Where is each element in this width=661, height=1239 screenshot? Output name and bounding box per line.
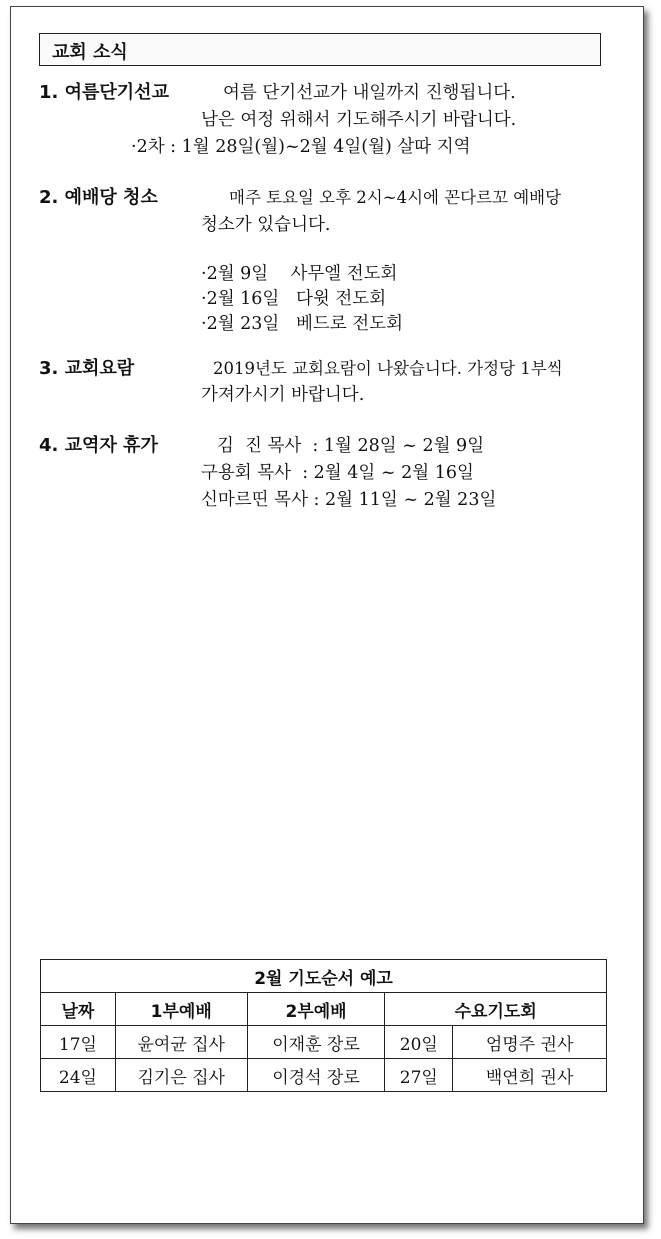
item-1-line-1: 여름 단기선교가 내일까지 진행됩니다.: [223, 83, 516, 103]
table-cell: 백연희 권사: [453, 1059, 607, 1092]
item-1-title: 1. 여름단기선교: [39, 82, 169, 103]
item-4-title: 4. 교역자 휴가: [39, 435, 158, 456]
section-title: 교회 소식: [52, 42, 128, 63]
table-cell: 24일: [41, 1059, 116, 1092]
item-1-line-3: ·2차 : 1월 28일(월)~2월 4일(월) 살따 지역: [131, 137, 471, 157]
table-header-first-service: 1부예배: [115, 993, 247, 1026]
item-2-line-2: 청소가 있습니다.: [201, 215, 331, 235]
table-cell: 김기은 집사: [115, 1059, 247, 1092]
item-4-line-1: 김 진 목사 : 1월 28일 ~ 2월 9일: [217, 436, 485, 456]
item-2-title: 2. 예배당 청소: [39, 187, 158, 208]
item-3-line-1: 2019년도 교회요람이 나왔습니다. 가정당 1부씩: [213, 359, 563, 378]
item-4-line-3: 신마르띤 목사 : 2월 11일 ~ 2월 23일: [201, 490, 497, 510]
table-cell: 윤여균 집사: [115, 1026, 247, 1059]
table-cell: 20일: [385, 1026, 453, 1059]
item-3-line-2: 가져가시기 바랍니다.: [201, 385, 365, 405]
prayer-schedule-table: [40, 959, 607, 1092]
table-header-second-service: 2부예배: [247, 993, 385, 1026]
item-2-line-5: ·2월 23일 베드로 전도회: [201, 314, 404, 334]
item-1-line-2: 남은 여정 위해서 기도해주시기 바랍니다.: [201, 110, 517, 130]
table-cell: 엄명주 권사: [453, 1026, 607, 1059]
table-row: [41, 1059, 607, 1092]
item-3-title: 3. 교회요람: [39, 358, 135, 379]
table-header-date: 날짜: [41, 993, 116, 1026]
table-row: [41, 1026, 607, 1059]
item-2-line-4: ·2월 16일 다윗 전도회: [201, 289, 387, 309]
item-2-line-1: 매주 토요일 오후 2시~4시에 꼰다르꼬 예배당: [229, 188, 562, 207]
table-title: 2월 기도순서 예고: [41, 960, 607, 993]
item-4-line-2: 구용회 목사 : 2월 4일 ~ 2월 16일: [201, 463, 474, 483]
bulletin-page: [10, 6, 644, 1224]
table-cell: 27일: [385, 1059, 453, 1092]
table-cell: 이재훈 장로: [247, 1026, 385, 1059]
section-header: [39, 33, 601, 66]
item-2-line-3: ·2월 9일 사무엘 전도회: [201, 264, 398, 284]
table-cell: 이경석 장로: [247, 1059, 385, 1092]
table-header-wednesday-prayer: 수요기도회: [385, 993, 607, 1026]
table-cell: 17일: [41, 1026, 116, 1059]
